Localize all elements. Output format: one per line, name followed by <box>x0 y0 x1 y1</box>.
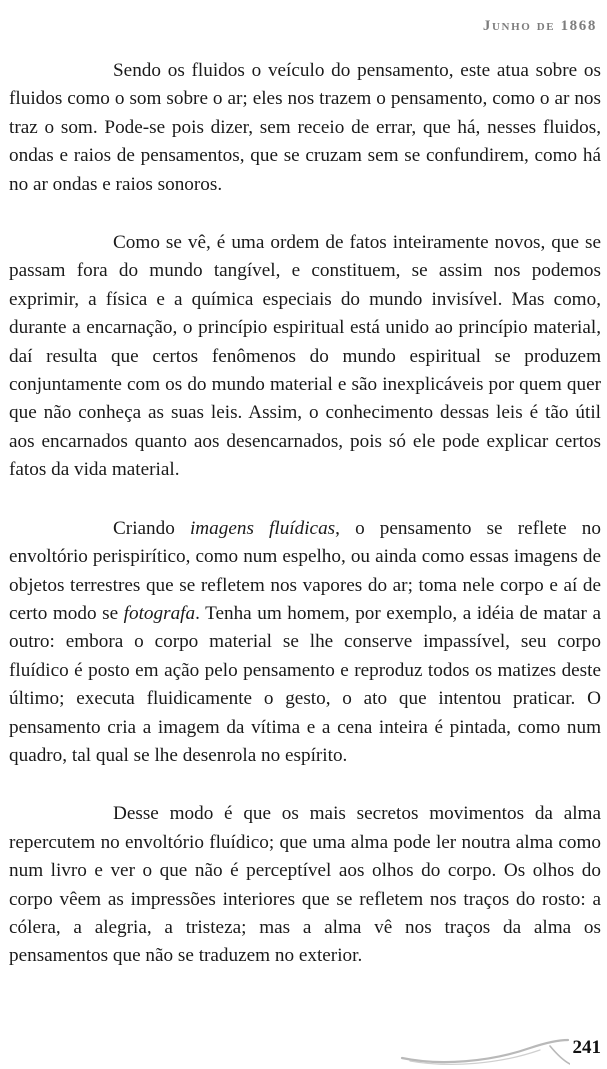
paragraph-3 <box>9 515 601 771</box>
paragraph-2-text: Como se vê, é uma ordem de fatos inteiramente novos, que se passam fora do mundo tangível, e constituem, se assim nos podemos exprimir, a física e a química especiais do mundo invisível. Mas como, durante a encarnação, o princípio espiritual está unido ao princípio material, daí resulta que certos fenômenos do mundo espiritual se produzem conjuntamente com os do mundo material e são inexplicáveis por quem quer que não conheça as suas leis. Assim, o conhecimento dessas leis é tão útil aos encarnados quanto aos desencarnados, pois só ele pode explicar certos fatos da vida material. <box>9 232 601 481</box>
text-body <box>9 57 601 971</box>
paragraph-4 <box>9 800 601 970</box>
swoosh-ornament-icon <box>400 1028 570 1068</box>
paragraph-2 <box>9 229 601 485</box>
paragraph-3-italic-term-2: fotografa <box>123 602 196 624</box>
paragraph-4-text: Desse modo é que os mais secretos movimentos da alma repercutem no envoltório fluídico; que uma alma pode ler noutra alma como num livro e ver o que não é perceptível aos olhos do corpo. Os olhos do corpo vêem as impressões interiores que se refletem nos traços do rosto: a cólera, a alegria, a tristeza; mas a alma vê nos traços da alma os pensamentos que não se traduzem no exterior. <box>9 803 601 967</box>
paragraph-3-italic-term-1: imagens fluídicas <box>189 517 336 539</box>
running-header-title: Junho de 1868 <box>482 18 597 34</box>
paragraph-1 <box>9 57 601 199</box>
page-number: 241 <box>572 1037 601 1058</box>
paragraph-3-text-b: , o pensamento se reflete no envoltório perispirítico, como num espelho, ou ainda como essas imagens de objetos terrestres que se refletem nos vapores do ar; toma nele corpo e aí de certo modo se <box>9 517 601 624</box>
paragraph-1-text: Sendo os fluidos o veículo do pensamento, este atua sobre os fluidos como o som sobre o ar; eles nos trazem o pensamento, como o ar nos traz o som. Pode-se pois dizer, sem receio de errar, que há, nesses fluidos, ondas e raios de pensamentos, que se cruzam sem se confundirem, como há no ar ondas e raios sonoros. <box>9 60 601 195</box>
running-header <box>483 18 597 35</box>
paragraph-3-text-a: Criando <box>113 517 190 539</box>
paragraph-3-text-c: . Tenha um homem, por exemplo, a idéia de matar a outro: embora o corpo material se lhe conserve impassível, seu corpo fluídico é posto em ação pelo pensamento e reproduz todos os matizes deste último; executa fluidicamente o gesto, o ato que intentou praticar. O pensamento cria a imagem da vítima e a cena inteira é pintada, como num quadro, tal qual se lhe desenrola no espírito. <box>9 602 601 766</box>
